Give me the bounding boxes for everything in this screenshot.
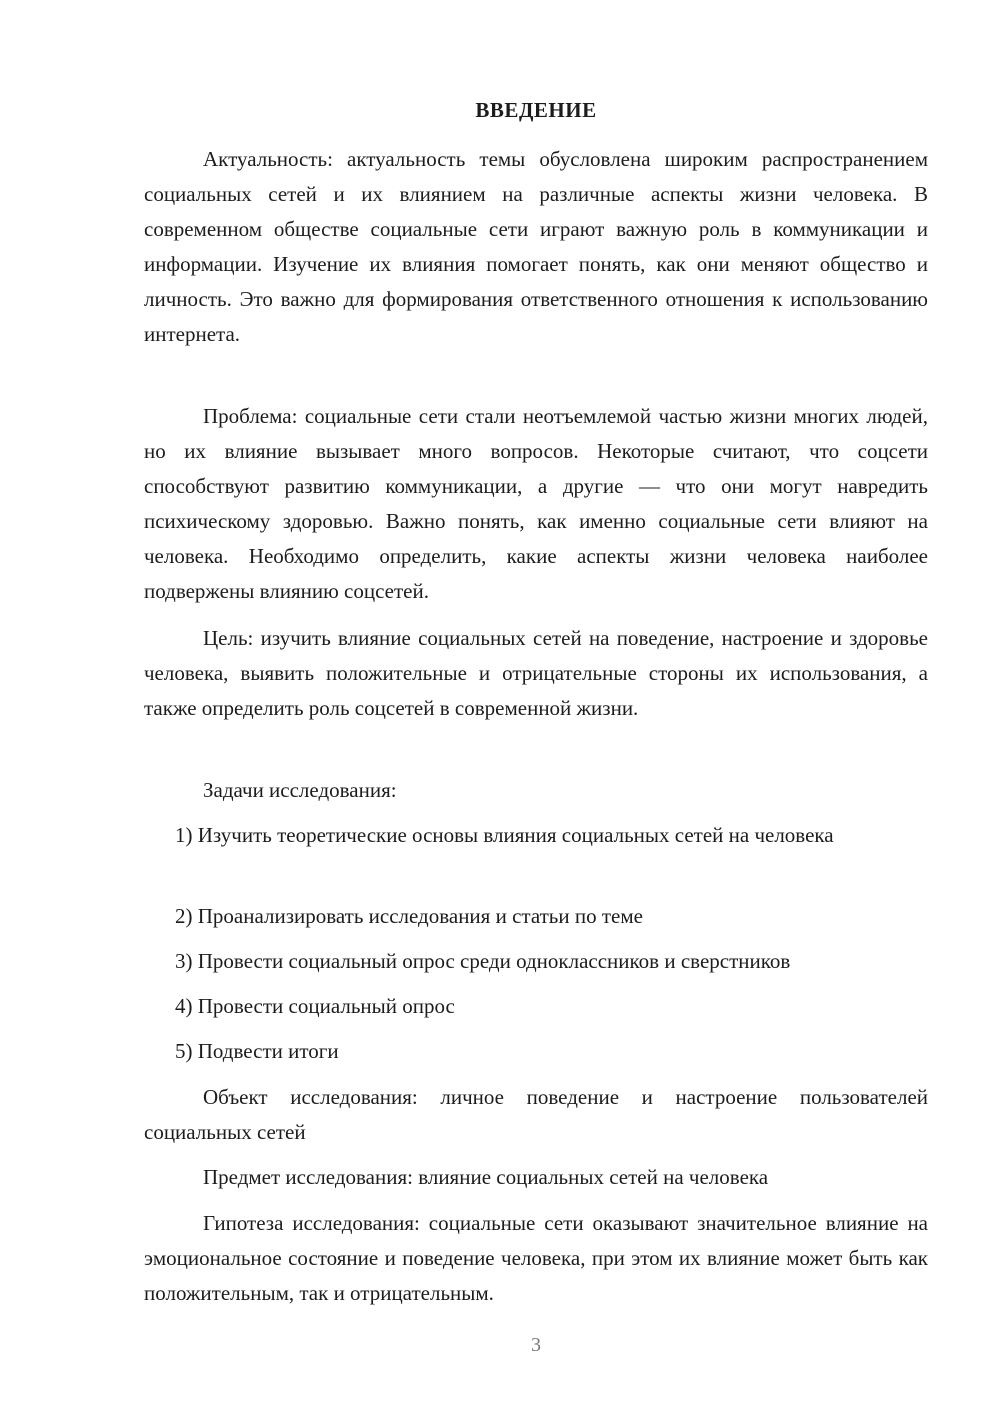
section-title: ВВЕДЕНИЕ <box>475 98 597 122</box>
tasks-heading: Задачи исследования: <box>203 778 397 802</box>
task-item-4: 4) Провести социальный опрос <box>175 994 455 1018</box>
page-number: 3 <box>531 1334 541 1356</box>
task-item-1: 1) Изучить теоретические основы влияния социальных сетей на человека <box>175 823 834 847</box>
task-item-5: 5) Подвести итоги <box>175 1039 339 1063</box>
task-item-3: 3) Провести социальный опрос среди одноклассников и сверстников <box>175 949 791 973</box>
hypothesis-paragraph: Гипотеза исследования: социальные сети оказывают значительное влияние на эмоциональное состояние и поведение человека, при этом их влияние может быть как положительным, так и отрицательным. <box>144 1211 928 1305</box>
relevance-paragraph: Актуальность: актуальность темы обусловлена широким распространением социальных сетей и их влиянием на различные аспекты жизни человека. В современном обществе социальные сети играют важную роль в коммуникации и информации. Изучение их влияния помогает понять, как они меняют общество и личность. Это важно для формирования ответственного отношения к использованию интернета. <box>144 147 928 346</box>
problem-paragraph: Проблема: социальные сети стали неотъемлемой частью жизни многих людей, но их влияние вызывает много вопросов. Некоторые считают, что соцсети способствуют развитию коммуникации, а другие — что они могут навредить психическому здоровью. Важно понять, как именно социальные сети влияют на человека. Необходимо определить, какие аспекты жизни человека наиболее подвержены влиянию соцсетей. <box>144 404 928 603</box>
object-paragraph: Объект исследования: личное поведение и настроение пользователей социальных сетей <box>144 1085 928 1144</box>
goal-paragraph: Цель: изучить влияние социальных сетей на поведение, настроение и здоровье человека, выявить положительные и отрицательные стороны их использования, а также определить роль соцсетей в современной жизни. <box>144 626 928 720</box>
task-item-2: 2) Проанализировать исследования и статьи по теме <box>175 904 643 928</box>
subject-paragraph: Предмет исследования: влияние социальных сетей на человека <box>203 1165 769 1189</box>
